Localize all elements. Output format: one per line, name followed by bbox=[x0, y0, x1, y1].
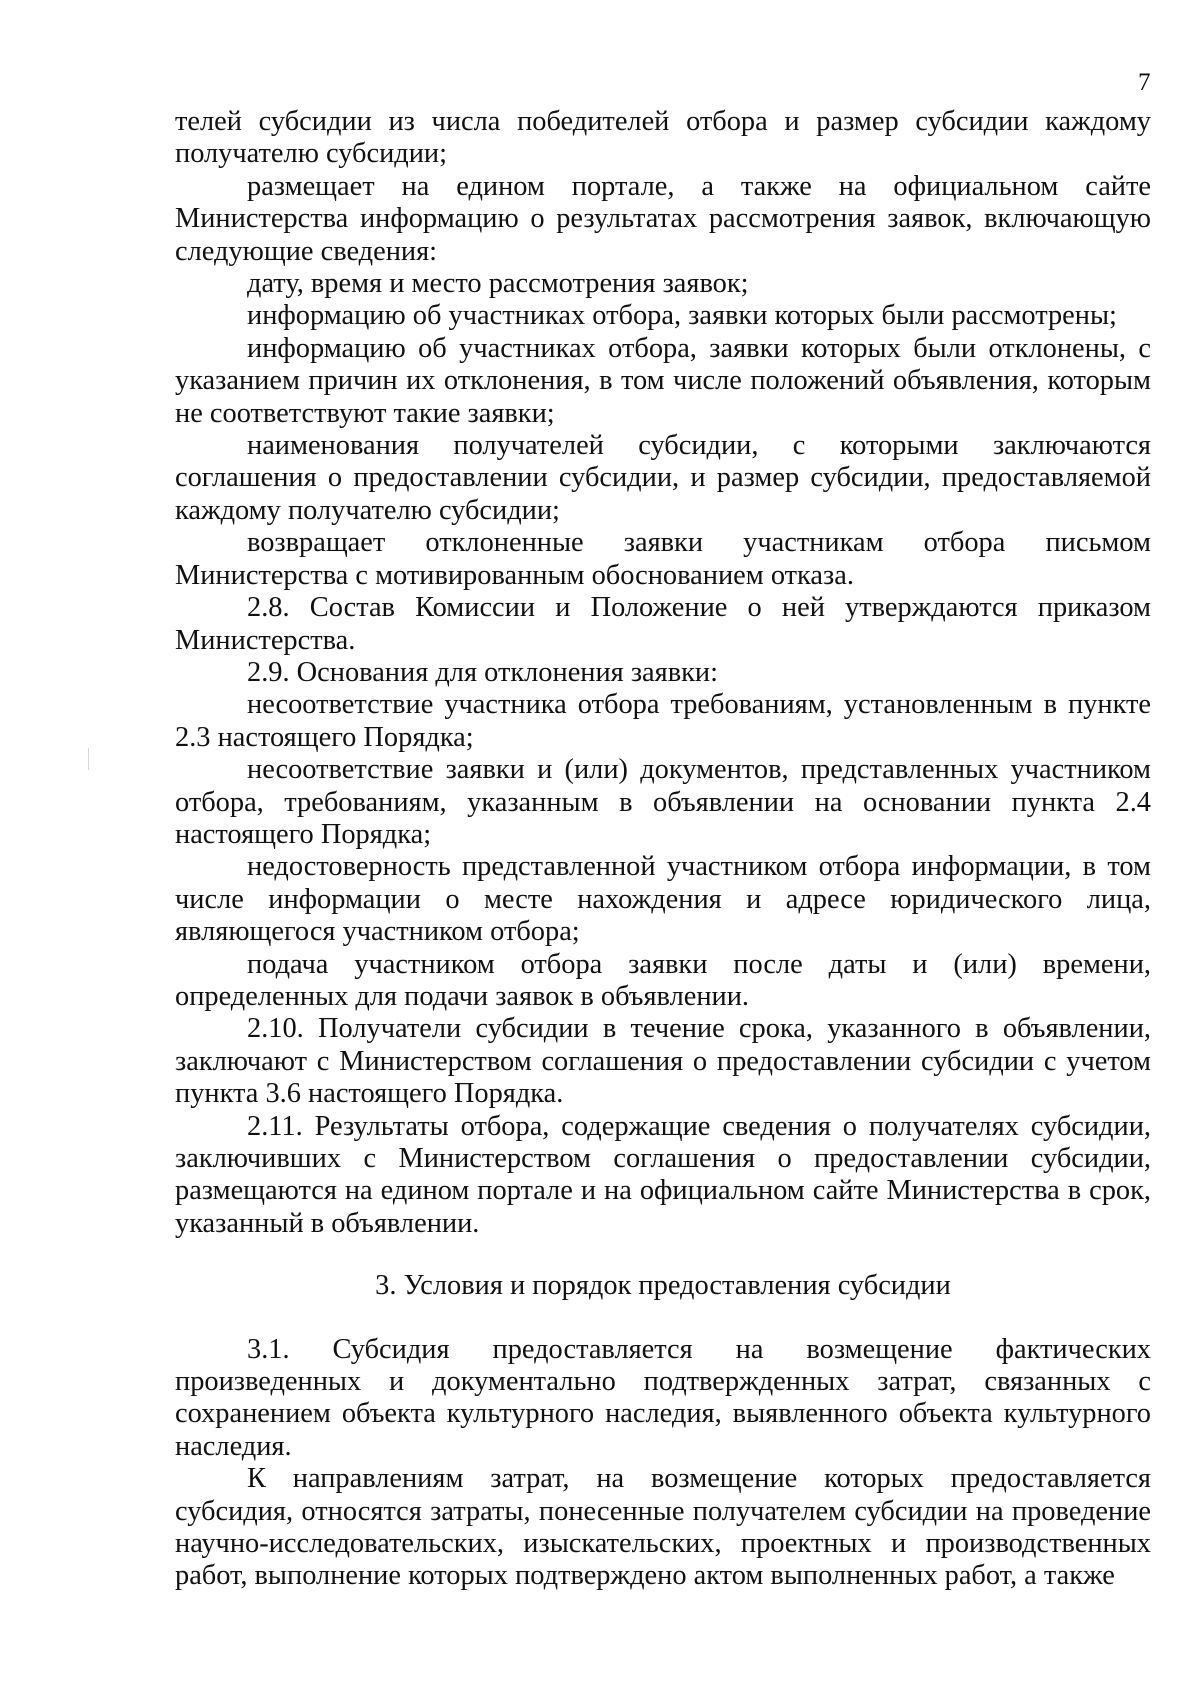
list-item-reviewed-participants: информацию об участниках отбора, заявки которых были рассмотрены; bbox=[247, 300, 1117, 332]
rejection-reason-unreliable-info: недостоверность представленной участником отбора информации, в том числе информации о месте нахождения и адресе юридического лица, являющегося участником отбора; bbox=[175, 851, 1151, 948]
page-number: 7 bbox=[1138, 69, 1151, 96]
list-item-recipient-names: наименования получателей субсидии, с которыми заключаются соглашения о предоставлении субсидии, и размер субсидии, предоставляемой каждому получателю субсидии; bbox=[175, 430, 1151, 526]
rejection-reason-requirements: несоответствие участника отбора требованиям, установленным в пункте 2.3 настоящего Порядка; bbox=[175, 689, 1151, 753]
document-body bbox=[175, 106, 1151, 1593]
paragraph-return-applications: возвращает отклоненные заявки участникам отбора письмом Министерства с мотивированным обоснованием отказа. bbox=[175, 527, 1151, 591]
clause-3-1: 3.1. Субсидия предоставляется на возмещение фактических произведенных и документально подтвержденных затрат, связанных с сохранением объекта культурного наследия, выявленного объекта культурного наследия. bbox=[175, 1333, 1151, 1462]
clause-2-11: 2.11. Результаты отбора, содержащие сведения о получателях субсидии, заключивших с Министерством соглашения о предоставлении субсидии, размещаются на едином портале и на официальном сайте Министерства в срок, указанный в объявлении. bbox=[175, 1110, 1151, 1239]
rejection-reason-documents: несоответствие заявки и (или) документов, представленных участником отбора, требованиям, указанным в объявлении на основании пункта 2.4 настоящего Порядка; bbox=[175, 754, 1151, 850]
rejection-reason-late-submission: подача участником отбора заявки после даты и (или) времени, определенных для подачи заявок в объявлении. bbox=[175, 948, 1151, 1012]
scan-artifact-line bbox=[88, 748, 89, 770]
clause-2-8: 2.8. Состав Комиссии и Положение о ней утверждаются приказом Министерства. bbox=[175, 592, 1151, 656]
clause-2-10: 2.10. Получатели субсидии в течение срока, указанного в объявлении, заключают с Министерством соглашения о предоставлении субсидии с учетом пункта 3.6 настоящего Порядка. bbox=[175, 1013, 1151, 1110]
paragraph-publication-info: размещает на едином портале, а также на официальном сайте Министерства информацию о результатах рассмотрения заявок, включающую следующие сведения: bbox=[175, 170, 1151, 267]
list-item-rejected-participants: информацию об участниках отбора, заявки которых были отклонены, с указанием причин их отклонения, в том числе положений объявления, которым не соответствуют такие заявки; bbox=[175, 332, 1151, 429]
list-item-date-time: дату, время и место рассмотрения заявок; bbox=[247, 268, 749, 300]
paragraph-continuation: телей субсидии из числа победителей отбора и размер субсидии каждому получателю субсидии; bbox=[175, 106, 1151, 170]
section-heading: 3. Условия и порядок предоставления субсидии bbox=[375, 1270, 951, 1302]
paragraph-cost-directions: К направлениям затрат, на возмещение которых предоставляется субсидия, относятся затраты, понесенные получателем субсидии на проведение научно-исследовательских, изыскательских, проектных и производственных работ, выполнение которых подтверждено актом выполненных работ, а также bbox=[175, 1463, 1151, 1592]
clause-2-9: 2.9. Основания для отклонения заявки: bbox=[247, 656, 718, 688]
